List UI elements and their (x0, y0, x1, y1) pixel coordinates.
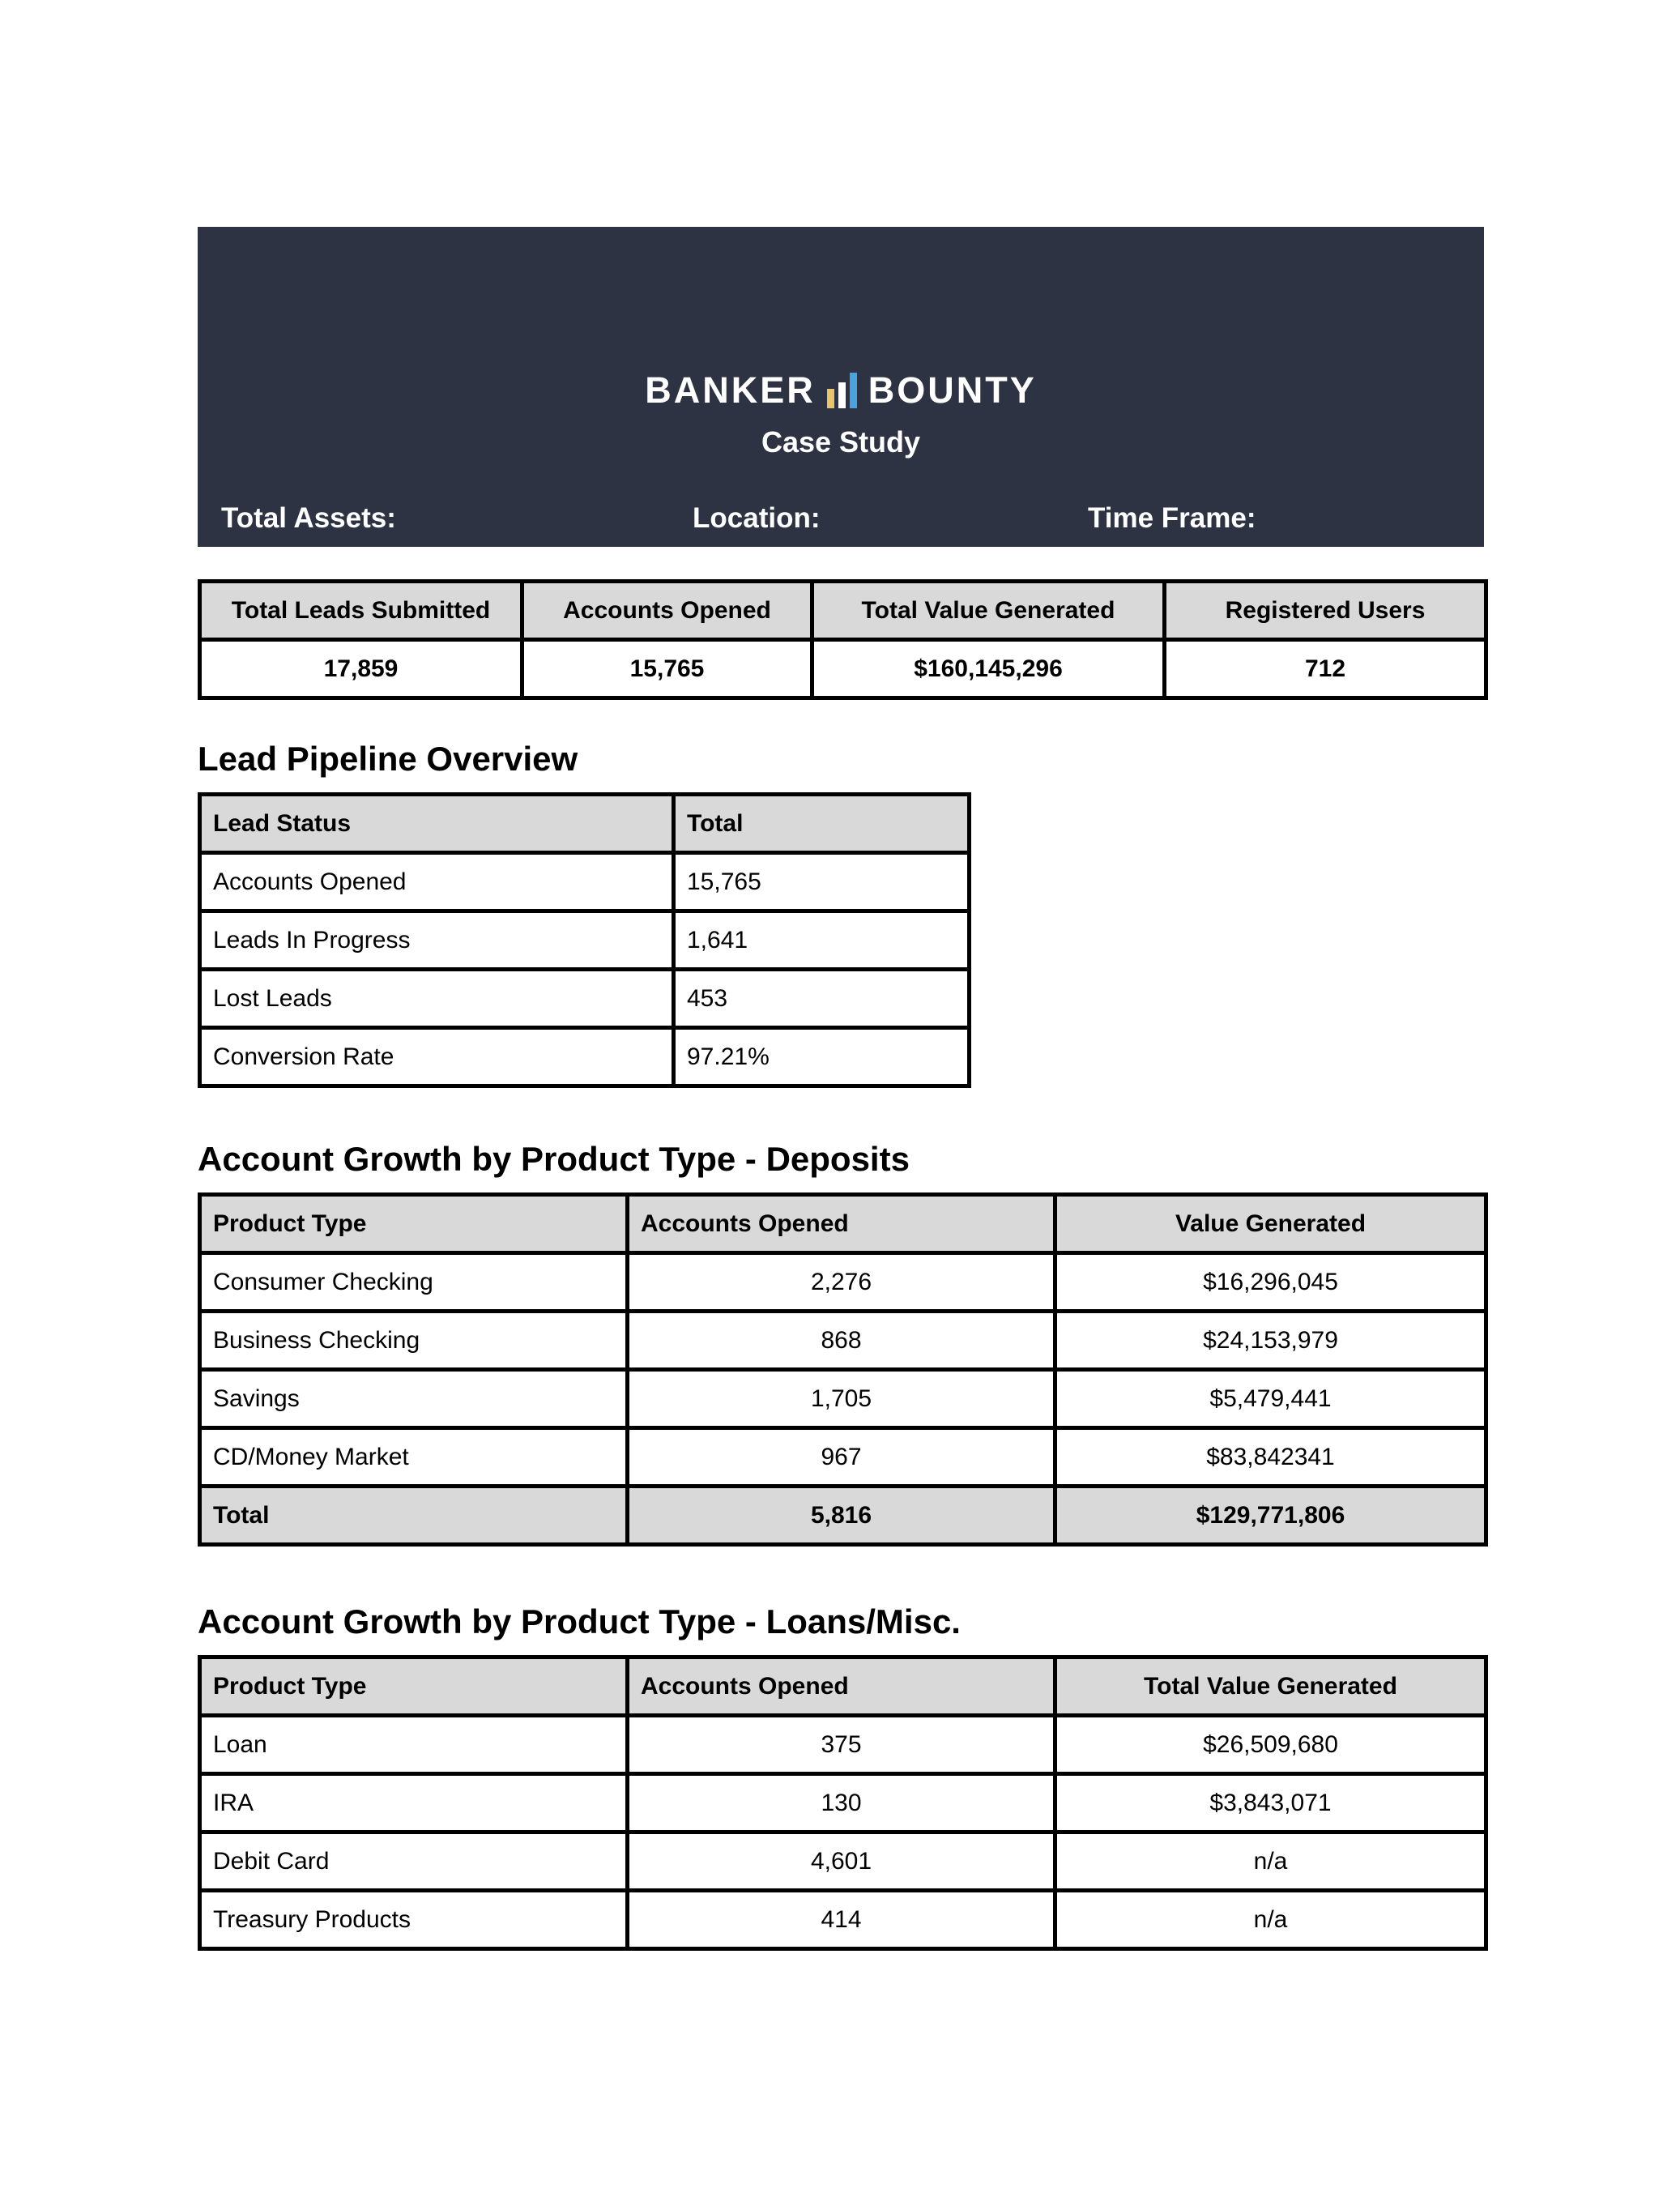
pipeline-table (198, 792, 971, 1088)
value-generated-cell: $83,842341 (1055, 1428, 1486, 1487)
loans-table (198, 1655, 1488, 1951)
logo-bars-icon (827, 373, 857, 408)
accounts-opened-cell: 1,705 (628, 1370, 1055, 1428)
value-generated-cell: $26,509,680 (1055, 1716, 1486, 1774)
accounts-opened-cell: 130 (628, 1774, 1055, 1832)
brand-logo (198, 366, 1484, 415)
accounts-opened-cell: 4,601 (628, 1832, 1055, 1891)
accounts-opened-cell: 2,276 (628, 1253, 1055, 1312)
deposits-total-row (200, 1487, 1486, 1545)
summary-value-row (200, 640, 1486, 698)
value-generated-cell: $3,843,071 (1055, 1774, 1486, 1832)
summary-header-cell: Total Value Generated (812, 582, 1165, 640)
brand-name-right: BOUNTY (868, 369, 1037, 411)
table-row (200, 1428, 1486, 1487)
deposits-header-cell: Accounts Opened (628, 1195, 1055, 1253)
value-generated-cell: $16,296,045 (1055, 1253, 1486, 1312)
loans-header-cell: Product Type (200, 1658, 628, 1716)
product-type-cell: Business Checking (200, 1312, 628, 1370)
product-type-cell: Consumer Checking (200, 1253, 628, 1312)
summary-header-cell: Accounts Opened (522, 582, 812, 640)
pipeline-total-cell: 453 (674, 970, 970, 1028)
accounts-opened-cell: 375 (628, 1716, 1055, 1774)
loans-title: Account Growth by Product Type - Loans/Misc. (198, 1602, 961, 1640)
table-row (200, 1028, 970, 1086)
value-generated-cell: $24,153,979 (1055, 1312, 1486, 1370)
table-row (200, 911, 970, 970)
accounts-opened-cell: 967 (628, 1428, 1055, 1487)
product-type-cell: CD/Money Market (200, 1428, 628, 1487)
pipeline-total-cell: 97.21% (674, 1028, 970, 1086)
product-type-cell: Savings (200, 1370, 628, 1428)
pipeline-total-cell: 1,641 (674, 911, 970, 970)
summary-header-cell: Total Leads Submitted (200, 582, 522, 640)
deposits-title: Account Growth by Product Type - Deposits (198, 1140, 910, 1178)
summary-value-cell: 712 (1165, 640, 1486, 698)
value-generated-cell: n/a (1055, 1832, 1486, 1891)
table-row (200, 1312, 1486, 1370)
pipeline-header-cell: Lead Status (200, 795, 674, 853)
total-assets-label: Total Assets: (221, 502, 396, 534)
table-row (200, 853, 970, 911)
value-generated-cell: n/a (1055, 1891, 1486, 1949)
pipeline-status-cell: Accounts Opened (200, 853, 674, 911)
deposits-table (198, 1192, 1488, 1547)
summary-header-row (200, 582, 1486, 640)
summary-table (198, 579, 1488, 700)
loans-header-cell: Accounts Opened (628, 1658, 1055, 1716)
summary-value-cell: $160,145,296 (812, 640, 1165, 698)
product-type-cell: Loan (200, 1716, 628, 1774)
summary-value-cell: 17,859 (200, 640, 522, 698)
accounts-opened-cell: 868 (628, 1312, 1055, 1370)
accounts-opened-cell: 414 (628, 1891, 1055, 1949)
product-type-cell: IRA (200, 1774, 628, 1832)
header-banner (198, 227, 1484, 547)
table-row (200, 1253, 1486, 1312)
loans-header-cell: Total Value Generated (1055, 1658, 1486, 1716)
pipeline-header-cell: Total (674, 795, 970, 853)
location-label: Location: (693, 502, 821, 534)
time-frame-label: Time Frame: (1088, 502, 1256, 534)
product-type-cell: Debit Card (200, 1832, 628, 1891)
value-generated-cell: $5,479,441 (1055, 1370, 1486, 1428)
pipeline-status-cell: Leads In Progress (200, 911, 674, 970)
deposits-header-cell: Value Generated (1055, 1195, 1486, 1253)
table-row (200, 1832, 1486, 1891)
loans-header-row (200, 1658, 1486, 1716)
page-subtitle: Case Study (761, 425, 921, 459)
table-row (200, 970, 970, 1028)
total-accounts-cell: 5,816 (628, 1487, 1055, 1545)
pipeline-title: Lead Pipeline Overview (198, 740, 578, 778)
table-row (200, 1370, 1486, 1428)
pipeline-status-cell: Conversion Rate (200, 1028, 674, 1086)
table-row (200, 1891, 1486, 1949)
pipeline-total-cell: 15,765 (674, 853, 970, 911)
table-row (200, 1716, 1486, 1774)
summary-value-cell: 15,765 (522, 640, 812, 698)
total-value-cell: $129,771,806 (1055, 1487, 1486, 1545)
brand-name-left: BANKER (645, 369, 816, 411)
total-label-cell: Total (200, 1487, 628, 1545)
pipeline-header-row (200, 795, 970, 853)
deposits-header-row (200, 1195, 1486, 1253)
product-type-cell: Treasury Products (200, 1891, 628, 1949)
table-row (200, 1774, 1486, 1832)
pipeline-status-cell: Lost Leads (200, 970, 674, 1028)
deposits-header-cell: Product Type (200, 1195, 628, 1253)
summary-header-cell: Registered Users (1165, 582, 1486, 640)
